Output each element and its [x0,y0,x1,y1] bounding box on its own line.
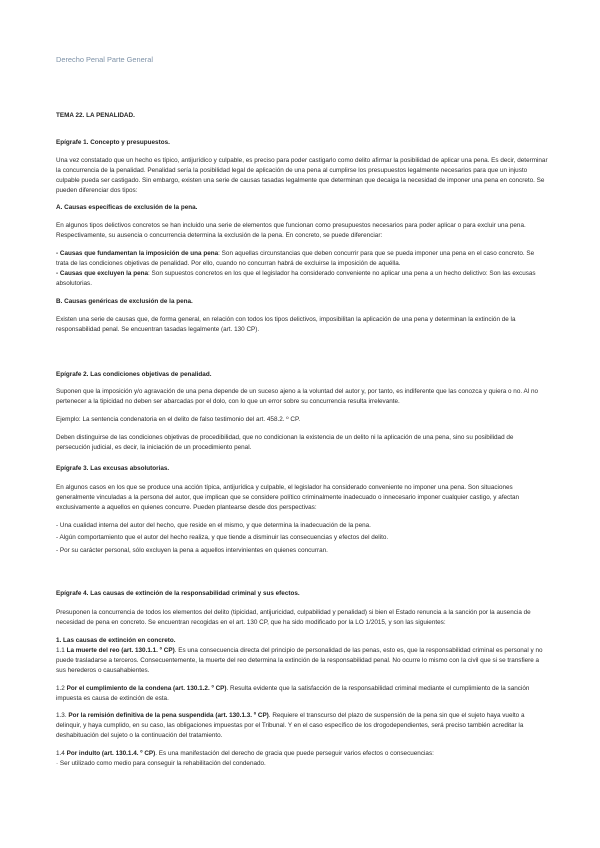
ep4-item-1-1 [56,646,548,676]
ep2-paragraph-1: Suponen que la imposición y/o agravación de una pena depende de un suceso ajeno a la voluntad del autor y, por tanto, es indiferente que las conozca y quiera o no. Al no pertenecer a la tipicidad no deben ser abarcadas por el dolo, con lo que un error sobre su concurrencia resulta irrelevante. [56,388,538,406]
ep1-b-text: Existen una serie de causas que, de forma general, en relación con todos los tipos delictivos, imposibilitan la aplicación de una pena y determinan la extinción de la responsabilidad penal. Se encuentran tasadas legalmente (art. 130 CP). [56,315,516,333]
subheading-a: A. Causas específicas de exclusión de la pena. [56,204,198,212]
ep4-item-1-1-number: 1.1 [56,646,67,654]
ep2-paragraph-3: Deben distinguirse de las condiciones objetivas de procedibilidad, que no condicionan la existencia de un delito ni la aplicación de una pena, sino su posibilidad de persecución judicial, es decir, la iniciación de un procedimiento penal. [56,434,514,452]
subheading-b: B. Causas genéricas de exclusión de la pena. [56,297,193,305]
ep1-a-item-1-term: - Causas que fundamentan la imposición de una pena [56,250,219,258]
ep4-item-1-3-number: 1.3. [56,712,69,720]
ep4-item-1-4-number: 1.4 [56,750,67,758]
ep3-bullet-1: - Una cualidad interna del autor del hecho, que reside en el mismo, y que determina la inadecuación de la pena. [56,521,371,529]
ep4-item-1-3-text: . Requiere el transcurso del plazo de suspensión de la pena sin que el sujeto haya vuelto a delinquir, y haya cumplido, en su caso, las obligaciones impuestas por el Tribunal. Y en el caso específico de los drogodependientes, será preciso también acreditar la deshabituación del sujeto o la continuación del tratamiento. [56,712,525,740]
ep3-bullet-2: - Algún comportamiento que el autor del hecho realiza, y que tiende a disminuir las consecuencias y efectos del delito. [56,534,389,542]
document-title: TEMA 22. LA PENALIDAD. [56,112,135,119]
ep4-item-1-2-number: 1.2 [56,684,67,692]
ep4-item-1-2-term: Por el cumplimiento de la condena (art. 130.1.2. º CP) [66,684,227,692]
ep3-paragraph-1: En algunos casos en los que se produce una acción típica, antijurídica y culpable, el legislador ha considerado conveniente no imponer una pena. Son situaciones generalmente vinculadas a la persona del autor, que implican que se considere político criminalmente inadecuado o innecesario imponer cualquier castigo, y afectan exclusivamente a aquellos en quienes concurre. Pueden plantearse desde dos perspectivas: [56,483,520,511]
ep4-item-1-4-text: . Es una manifestación del derecho de gracia que puede perseguir varios efectos o consecuencias: [155,750,434,758]
ep4-item-1-2-text: . Resulta evidente que la satisfacción de la responsabilidad criminal mediante el cumplimiento de la sanción impuesta es causa de extinción de esta. [56,684,530,702]
section-heading-ep3: Epígrafe 3. Las excusas absolutorias. [56,464,170,472]
ep1-a-item-1 [56,249,548,269]
ep4-item-1-4 [56,749,548,759]
document-body [56,111,548,769]
running-header: Derecho Penal Parte General [56,55,153,64]
section-heading-ep1: Epígrafe 1. Concepto y presupuestos. [56,138,170,146]
section-heading-ep4: Epígrafe 4. Las causas de extinción de la responsabilidad criminal y sus efectos. [56,590,300,598]
ep4-item-1-1-text: . Es una consecuencia directa del principio de personalidad de las penas, esto es, que la responsabilidad criminal es personal y no puede trasladarse a terceros. Consecuentemente, la muerte del reo determina la extinción de la responsabilidad penal. No ocurre lo mismo con la civil que si se transfiere a sus herederos o causahabientes. [56,646,543,674]
ep1-a-item-1-text: : Son aquellas circunstancias que deben concurrir para que se pueda imponer una pena en el caso concreto. Se trata de las condiciones objetivas de penalidad. Por ello, cuando no concurran habrá de excluirse la imposición de aquélla. [56,250,535,268]
ep4-item-1-2 [56,684,548,704]
section-heading-ep2: Epígrafe 2. Las condiciones objetivas de penalidad. [56,370,212,378]
ep1-intro: Una vez constatado que un hecho es típico, antijurídico y culpable, es preciso para poder castigarlo como delito afirmar la posibilidad de aplicar una pena. Es decir, determinar la concurrencia de la penalidad. Penalidad sería la posibilidad legal de aplicación de una pena al cumplirse los presupuestos legalmente necesarios para que un injusto culpable pueda ser castigado. Sin embargo, existen una serie de causas tasadas legalmente que determinan que decaiga la necesidad de imponer una pena en concreto. Se pueden diferenciar dos tipos: [56,156,548,194]
ep4-item-1-4-term: Por indulto (art. 130.1.4. º CP) [66,750,156,758]
ep3-bullet-3: - Por su carácter personal, sólo excluyen la pena a aquellos intervinientes en quienes concurran. [56,547,328,555]
ep4-item-1-3 [56,711,548,741]
ep4-item-1-1-term: La muerte del reo (art. 130.1.1. º CP) [66,646,175,654]
ep1-a-item-2-text: : Son supuestos concretos en los que el legislador ha considerado conveniente no aplicar una pena a un hecho delictivo: Son las excusas absolutorias. [56,269,536,287]
ep4-item-1-4-subitem: · Ser utilizado como medio para conseguir la rehabilitación del condenado. [56,760,266,768]
ep1-a-intro: En algunos tipos delictivos concretos se han incluido una serie de elementos que funcionan como presupuestos necesarios para poder aplicar o para excluir una pena. Respectivamente, su ausencia o concurrencia determina la exclusión de la pena. En concreto, se puede diferenciar: [56,222,526,240]
ep4-intro: Presuponen la concurrencia de todos los elementos del delito (tipicidad, antijuricidad, culpabilidad y penalidad) si bien el Estado renuncia a la sanción por la ausencia de necesidad de pena en concreto. Se encuentran recogidas en el art. 130 CP, que ha sido modificado por la LO 1/2015, y son las siguientes: [56,609,531,627]
ep4-item-1-3-term: Por la remisión definitiva de la pena suspendida (art. 130.1.3. º CP) [68,712,269,720]
ep2-example: Ejemplo: La sentencia condenatoria en el delito de falso testimonio del art. 458.2. º CP. [56,416,301,424]
subheading-extincion: 1. Las causas de extinción en concreto. [56,637,176,644]
ep1-a-item-2-term: - Causas que excluyen la pena [56,269,149,277]
ep1-a-item-2 [56,269,548,289]
